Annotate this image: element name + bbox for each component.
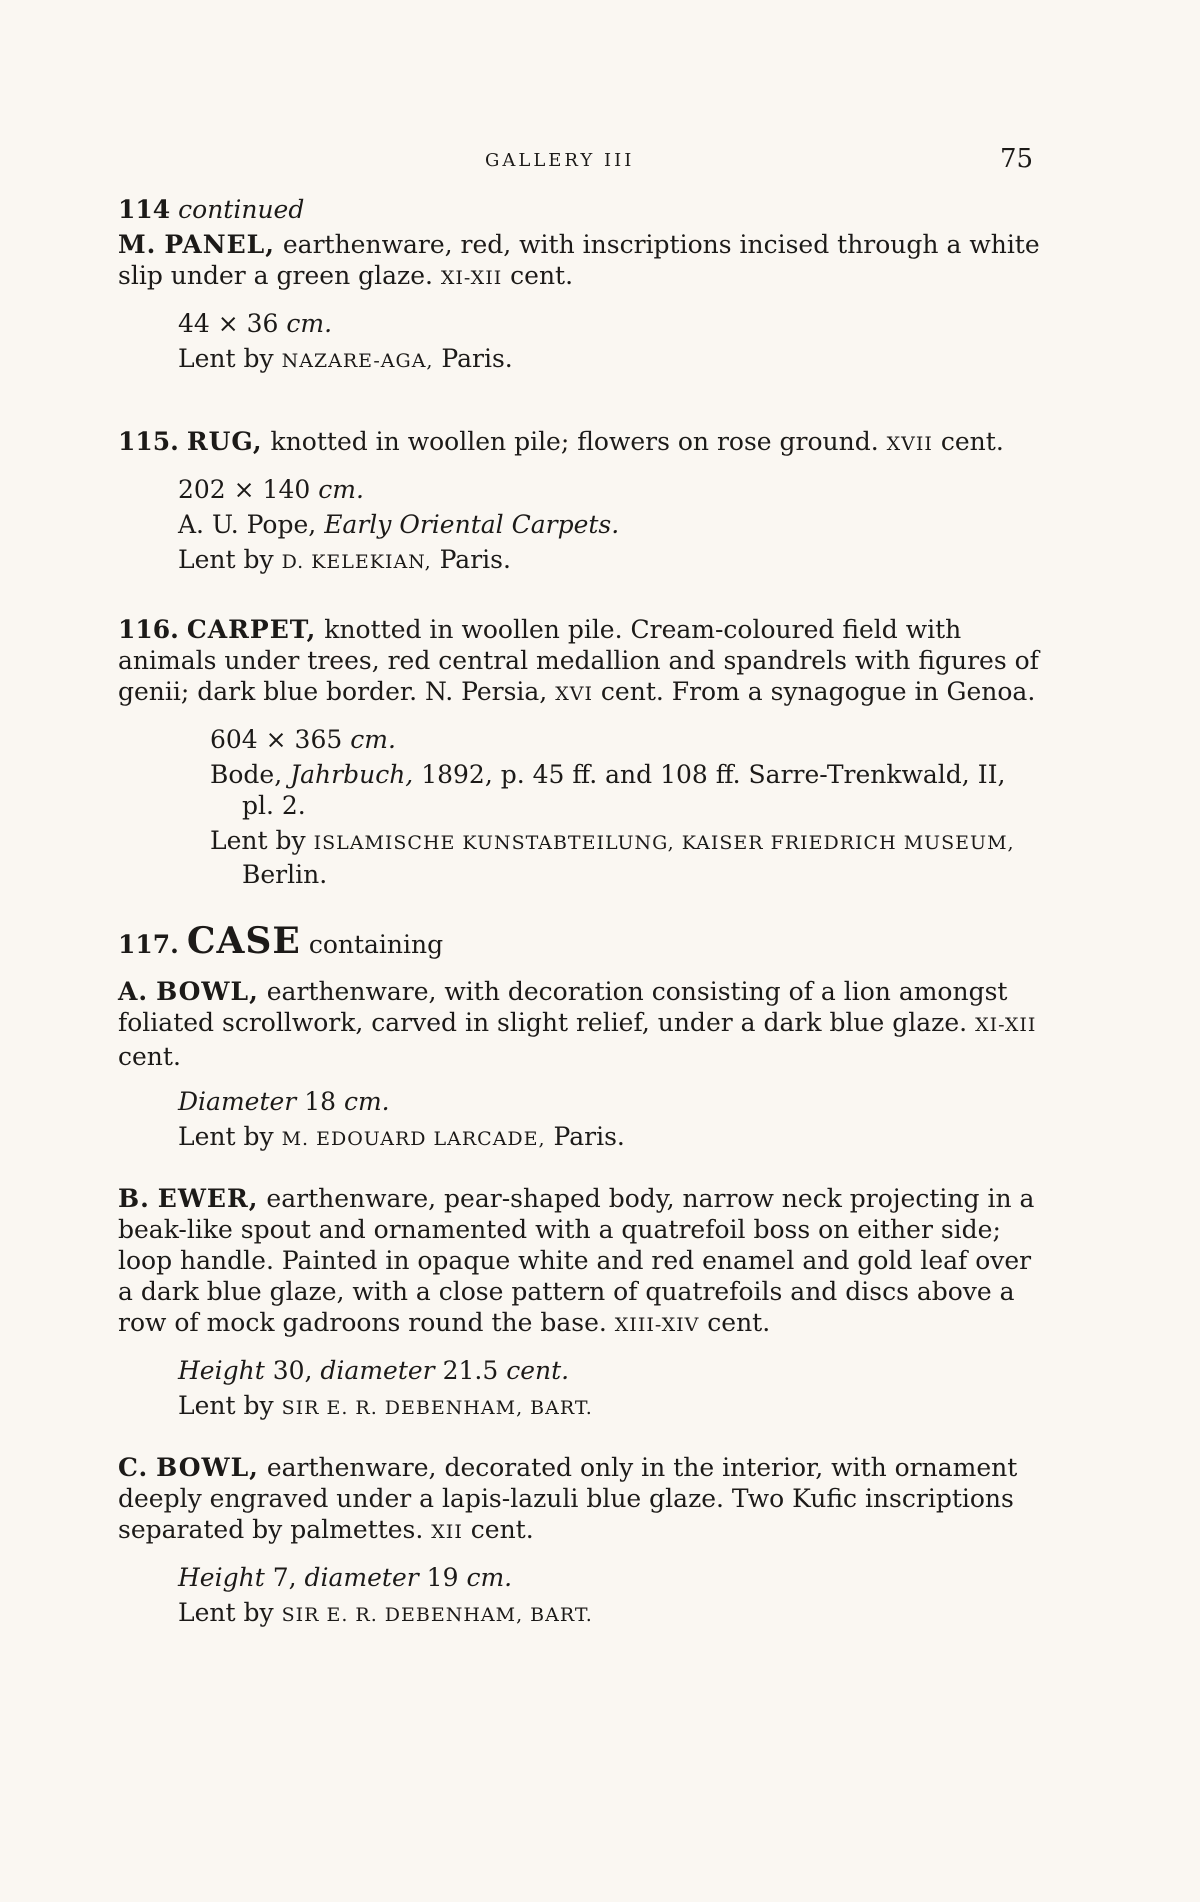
dimensions [210,724,1043,755]
item-description [118,614,1043,710]
height-value: 7, [272,1563,297,1592]
height-label: Height [178,1563,265,1592]
reference-author: Bode, [210,760,283,789]
lender-place: Paris. [553,1122,625,1151]
entry-117 [118,920,1043,1631]
period-suffix: cent. From a synagogue in Genoa. [600,677,1036,706]
description-text: earthenware, decorated only in the interior, with ornament deeply engraved under a lapis-lazuli blue glaze. Two Kufic inscriptions separated by palmettes. [118,1453,1018,1544]
lender-name: ISLAMISCHE KUNSTABTEILUNG, KAISER FRIEDRICH MUSEUM, [313,832,1015,854]
reference-pages: 1892, p. 45 ff. and 108 ff. Sarre-Trenkwald, II, pl. 2. [242,760,1006,820]
entry-number: 114 [118,195,171,224]
lender-name: SIR E. R. DEBENHAM, BART. [281,1397,593,1419]
item-a-description [118,976,1043,1072]
item-letter: B. [118,1184,150,1213]
reference [210,759,1043,821]
dimensions [178,1355,1043,1386]
dimensions-label: Diameter [178,1087,297,1116]
item-title: CASE [186,920,301,962]
item-letter: C. [118,1453,149,1482]
reference-title: Early Oriental Carpets. [324,510,620,539]
entry-number: 116. [118,615,179,644]
item-title: RUG, [186,427,263,456]
dimensions-unit: cm. [286,309,333,338]
item-title: EWER, [157,1184,259,1213]
period: XVII [886,433,933,455]
lender-prefix: Lent by [210,826,306,855]
height-value: 30, [272,1356,313,1385]
lender-line [178,544,1043,578]
entry-heading [118,194,1043,225]
period: XI-XII [975,1014,1037,1036]
running-head: GALLERY III [485,150,635,171]
reference-title: Jahrbuch, [290,760,414,789]
item-title: PANEL, [164,230,275,259]
item-title: BOWL, [156,1453,259,1482]
item-b-description [118,1183,1043,1341]
dimensions-unit: cent. [506,1356,570,1385]
lender-place: Paris. [441,344,513,373]
dimensions-value: 604 × 365 [210,725,343,754]
lender-prefix: Lent by [178,344,274,373]
item-title: CARPET, [186,615,317,644]
period-suffix: cent. [707,1308,771,1337]
title-suffix: containing [308,930,444,959]
reference-author: A. U. Pope, [178,510,317,539]
diameter-label: diameter [320,1356,435,1385]
lender-prefix: Lent by [178,1122,274,1151]
dimensions [178,474,1043,505]
dimensions [178,1562,1043,1593]
dimensions [178,1086,1043,1117]
lender-prefix: Lent by [178,545,274,574]
period-suffix: cent. [470,1515,534,1544]
period-suffix: cent. [510,261,574,290]
item-letter: M. [118,230,157,259]
period: XI-XII [440,267,503,289]
lender-name: D. KELEKIAN, [281,551,432,573]
item-c-description [118,1452,1043,1548]
continued-label: continued [178,195,305,224]
description-text: knotted in woollen pile; flowers on rose ground. [270,427,879,456]
lender-line [178,1597,1043,1631]
diameter-value: 19 [426,1563,459,1592]
dimensions-unit: cm. [343,1087,390,1116]
dimensions-unit: cm. [318,475,364,504]
entry-116 [118,614,1043,890]
item-title: BOWL, [156,977,259,1006]
dimensions [178,308,1043,339]
dimensions-value: 202 × 140 [178,475,311,504]
lender-line [210,825,1043,890]
lender-name: NAZARE-AGA, [281,350,434,372]
period: XII [431,1521,463,1543]
lender-line [178,1121,1043,1155]
lender-name: M. EDOUARD LARCADE, [281,1128,546,1150]
lender-place: Paris. [439,545,511,574]
dimensions-value: 18 [304,1087,337,1116]
period: XVI [555,683,593,705]
reference [178,509,1043,540]
dimensions-unit: cm. [350,725,396,754]
item-description [118,229,1043,294]
description-text: earthenware, red, with inscriptions incised through a white slip under a green glaze. [118,230,1040,290]
lender-place: Berlin. [242,860,328,889]
description-text: earthenware, with decoration consisting of a lion amongst foliated scrollwork, carved in slight relief, under a dark blue glaze. [118,977,1008,1037]
period-suffix: cent. [940,427,1004,456]
lender-name: SIR E. R. DEBENHAM, BART. [281,1604,593,1626]
dimensions-value: 44 × 36 [178,309,279,338]
height-label: Height [178,1356,265,1385]
lender-line [178,1390,1043,1424]
entry-115 [118,426,1043,578]
item-letter: A. [118,977,149,1006]
entry-114 [118,194,1043,377]
description-text: knotted in woollen pile. Cream-coloured field with animals under trees, red central medallion and spandrels with figures of genii; dark blue border. N. Persia, [118,615,1039,706]
entry-number: 115. [118,427,179,456]
case-heading [118,920,1043,962]
item-description [118,426,1043,460]
diameter-value: 21.5 [442,1356,499,1385]
lender-prefix: Lent by [178,1391,274,1420]
entry-number: 117. [118,930,179,959]
dimensions-unit: cm. [466,1563,513,1592]
lender-prefix: Lent by [178,1598,274,1627]
description-text: earthenware, pear-shaped body, narrow neck projecting in a beak-like spout and ornamented with a quatrefoil boss on either side; loop handle. Painted in opaque white and red enamel and gold leaf over a dark blue glaze, with a close pattern of quatrefoils and discs above a row of mock gadroons round the base. [118,1184,1035,1337]
lender-line [178,343,1043,377]
period: XIII-XIV [614,1314,700,1336]
page-number: 75 [1000,144,1034,174]
period-suffix: cent. [118,1042,181,1071]
diameter-label: diameter [304,1563,419,1592]
